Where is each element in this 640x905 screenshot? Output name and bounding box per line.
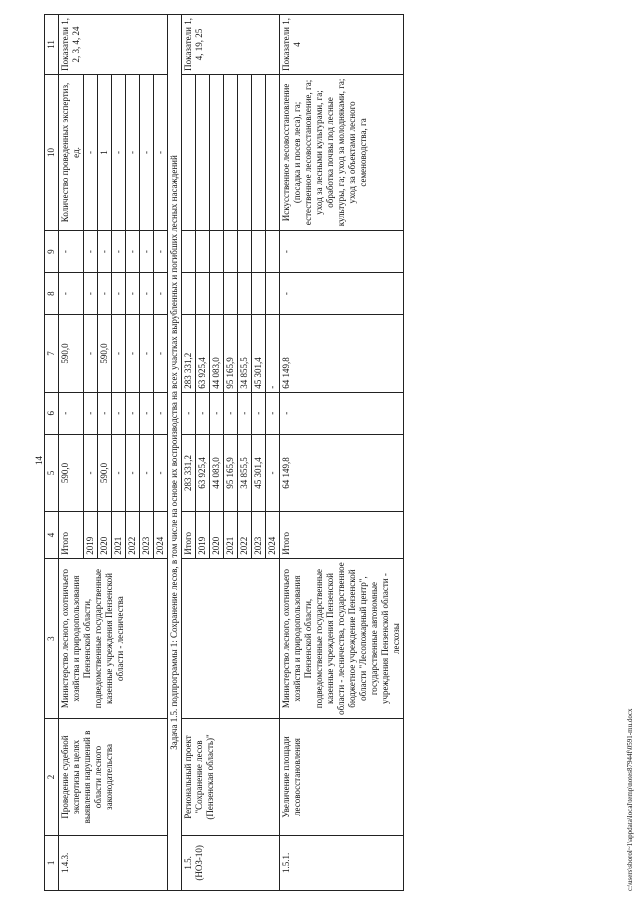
value-cell: 95 165,9	[224, 315, 238, 393]
value-cell: 590,0	[98, 315, 112, 393]
value-cell: -	[140, 273, 154, 315]
value-cell: -	[140, 434, 154, 512]
task-row	[168, 15, 182, 891]
header-cell: 3	[45, 558, 59, 719]
value-cell: 34 855,5	[238, 434, 252, 512]
indicator-cell: Искусственное лесовосстановление (посадка и посев леса), га; естественное лесовосстановление, га; уход за лесными культурами, га; обработка почвы под лесные культуры, га; уход за молодняками, га; уход за объектами лесного семеноводства, га	[280, 74, 404, 230]
value-cell: -	[126, 231, 140, 273]
executor: Министерство лесного, охотничьего хозяйства и природопользования Пензенской области, подведомственные государственные казенные учреждения Пензенской области - лесничества, государственное бюджетное учреждение Пензенской области "Лесопожарный центр", государственные автономные учреждения Пензенской области - лесхозы	[280, 558, 404, 719]
value-cell: 64 149,8	[280, 315, 404, 393]
table-row	[59, 15, 84, 891]
measure-name: Увеличение площади лесовосстановления	[280, 719, 404, 835]
footer-path: c:\users\sborol~1\appdata\local\temp\notes87944f\0591-mu.docx	[626, 708, 634, 891]
value-cell	[252, 231, 266, 273]
value-cell: -	[98, 231, 112, 273]
value-cell: -	[182, 392, 196, 434]
row-number: 1.4.3.	[59, 835, 168, 890]
indicator-cell	[182, 74, 196, 230]
value-cell: -	[266, 392, 280, 434]
reference-cell: Показатели 1, 2, 3, 4, 24	[59, 15, 168, 75]
year-cell: 2023	[140, 512, 154, 559]
year-cell: 2019	[84, 512, 98, 559]
year-cell: Итого	[182, 512, 196, 559]
value-cell	[266, 231, 280, 273]
value-cell: -	[84, 231, 98, 273]
reference-cell: Показатели 1, 4, 19, 25	[182, 15, 280, 75]
value-cell: 44 083,0	[210, 434, 224, 512]
header-cell: 1	[45, 835, 59, 890]
value-cell: -	[280, 392, 404, 434]
row-number: 1.5.1.	[280, 835, 404, 890]
value-cell	[266, 273, 280, 315]
value-cell	[252, 273, 266, 315]
value-cell: -	[98, 392, 112, 434]
value-cell: 44 083,0	[210, 315, 224, 393]
executor	[182, 558, 280, 719]
value-cell: -	[154, 231, 168, 273]
indicator-cell	[266, 74, 280, 230]
value-cell: -	[126, 434, 140, 512]
value-cell: 34 855,5	[238, 315, 252, 393]
year-cell: 2020	[210, 512, 224, 559]
year-cell: Итого	[280, 512, 404, 559]
value-cell: -	[112, 392, 126, 434]
indicator-cell	[238, 74, 252, 230]
measure-name: Региональный проект "Сохранение лесов (Пензенская область)"	[182, 719, 280, 835]
value-cell: -	[266, 434, 280, 512]
header-cell: 9	[45, 231, 59, 273]
header-cell: 2	[45, 719, 59, 835]
value-cell: -	[140, 231, 154, 273]
header-cell: 5	[45, 434, 59, 512]
value-cell: -	[140, 392, 154, 434]
value-cell: -	[112, 434, 126, 512]
value-cell	[224, 273, 238, 315]
value-cell: -	[224, 392, 238, 434]
row-number: 1.5. (НОЗ-10)	[182, 835, 280, 890]
value-cell	[238, 273, 252, 315]
value-cell	[196, 273, 210, 315]
value-cell: -	[112, 74, 126, 230]
value-cell: -	[280, 231, 404, 273]
value-cell	[238, 231, 252, 273]
executor: Министерство лесного, охотничьего хозяйства и природопользования Пензенской области, подведомственные государственные казенные учреждения Пензенской области - лесничества	[59, 558, 168, 719]
year-cell: 2022	[126, 512, 140, 559]
header-cell: 11	[45, 15, 59, 75]
value-cell: 63 925,4	[196, 434, 210, 512]
year-cell: Итого	[59, 512, 84, 559]
table-row	[182, 15, 196, 891]
indicator-name: Количество проведенных экспертиз, ед.	[60, 82, 81, 223]
indicator-cell	[224, 74, 238, 230]
value-cell: -	[84, 74, 98, 230]
reference-cell: Показатели 1, 4	[280, 15, 404, 75]
header-cell: 4	[45, 512, 59, 559]
value-cell: 283 331,2	[182, 315, 196, 393]
value-cell: -	[59, 231, 84, 273]
header-cell: 8	[45, 273, 59, 315]
value-cell: 283 331,2	[182, 434, 196, 512]
value-cell: -	[126, 315, 140, 393]
value-cell: -	[84, 273, 98, 315]
value-cell: 590,0	[98, 434, 112, 512]
value-cell: -	[98, 273, 112, 315]
indicator-cell	[252, 74, 266, 230]
value-cell	[182, 273, 196, 315]
value-cell: -	[112, 315, 126, 393]
value-cell: 95 165,9	[224, 434, 238, 512]
header-row	[45, 15, 59, 891]
value-cell	[224, 231, 238, 273]
value-cell	[210, 273, 224, 315]
value-cell: -	[84, 434, 98, 512]
value-cell: 590,0	[59, 315, 84, 393]
value-cell: 64 149,8	[280, 434, 404, 512]
value-cell: -	[84, 392, 98, 434]
value-cell: -	[266, 315, 280, 393]
value-cell: -	[84, 315, 98, 393]
value-cell: -	[238, 392, 252, 434]
indicator-cell	[210, 74, 224, 230]
value-cell: -	[154, 434, 168, 512]
value-cell: -	[126, 273, 140, 315]
value-cell: -	[59, 392, 84, 434]
value-cell: -	[126, 74, 140, 230]
value-cell: -	[196, 392, 210, 434]
value-cell: -	[252, 392, 266, 434]
year-cell: 2021	[112, 512, 126, 559]
task-heading: Задача 1.5. подпрограммы 1: Сохранение лесов, в том числе на основе их воспроизводства на всех участках вырубленных и погибших лесных насаждений	[168, 15, 182, 891]
header-cell: 10	[45, 74, 59, 230]
program-table	[44, 14, 404, 891]
indicator-cell	[196, 74, 210, 230]
value-cell: -	[154, 315, 168, 393]
value-cell: -	[210, 392, 224, 434]
year-cell: 2023	[252, 512, 266, 559]
value-cell: -	[154, 392, 168, 434]
header-cell: 6	[45, 392, 59, 434]
year-cell: 2019	[196, 512, 210, 559]
header-cell: 7	[45, 315, 59, 393]
table-row	[280, 15, 404, 891]
value-cell	[210, 231, 224, 273]
value-cell	[196, 231, 210, 273]
value-cell	[182, 231, 196, 273]
value-cell: -	[112, 273, 126, 315]
value-cell: -	[280, 273, 404, 315]
value-cell: -	[154, 74, 168, 230]
year-cell: 2020	[98, 512, 112, 559]
year-cell: 2021	[224, 512, 238, 559]
value-cell: 45 301,4	[252, 434, 266, 512]
value-cell: -	[140, 315, 154, 393]
value-cell: -	[59, 273, 84, 315]
value-cell: -	[154, 273, 168, 315]
indicator-cell	[59, 74, 84, 230]
page-number: 14	[34, 456, 44, 465]
measure-name: Проведение судебной экспертизы в целях выявления нарушений в области лесного законодательства	[59, 719, 168, 835]
value-cell: -	[140, 74, 154, 230]
value-cell: 590,0	[59, 434, 84, 512]
value-cell: -	[112, 231, 126, 273]
year-cell: 2024	[154, 512, 168, 559]
year-cell: 2024	[266, 512, 280, 559]
value-cell: 1	[98, 74, 112, 230]
value-cell: 63 925,4	[196, 315, 210, 393]
value-cell: 45 301,4	[252, 315, 266, 393]
value-cell: -	[126, 392, 140, 434]
year-cell: 2022	[238, 512, 252, 559]
